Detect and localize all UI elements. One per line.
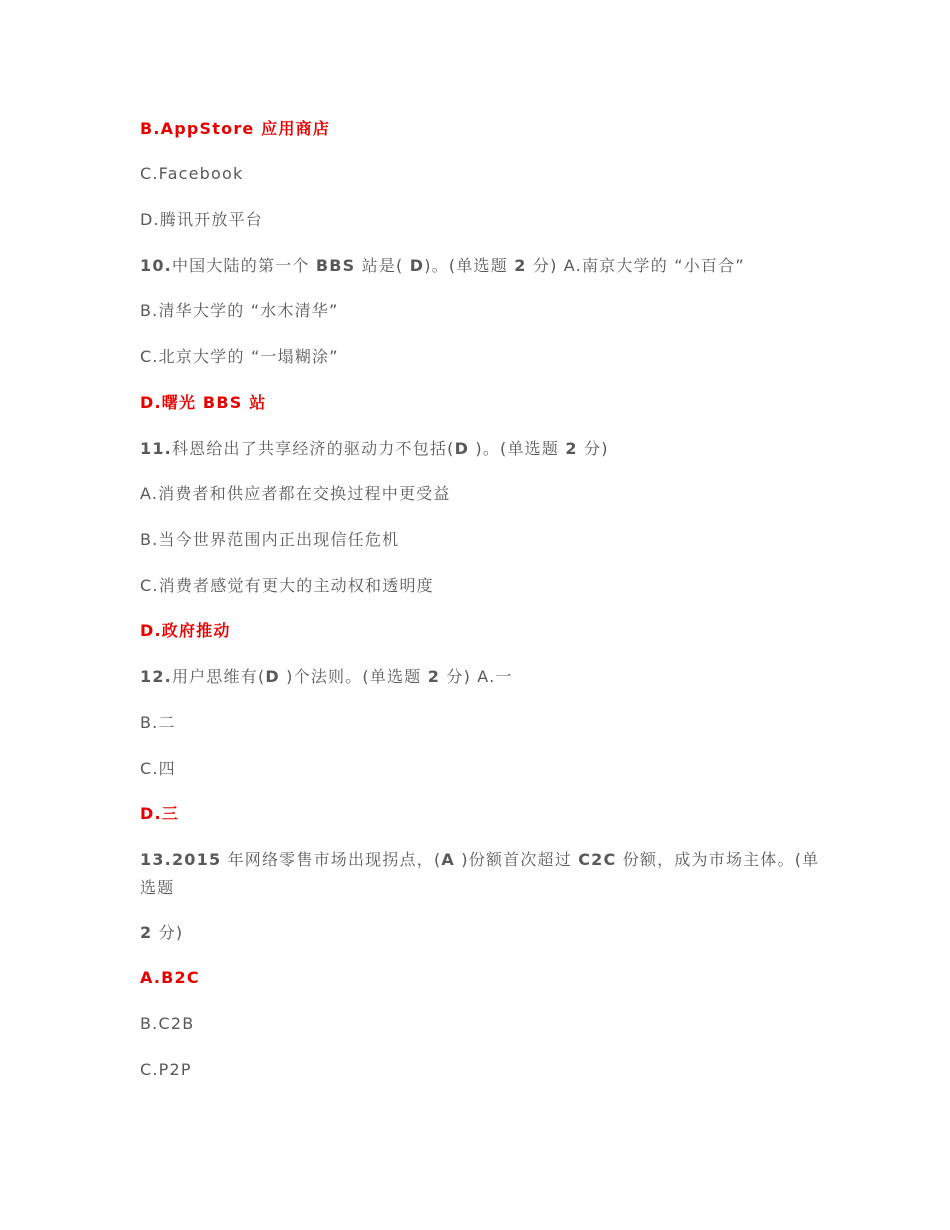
- score-value: 2: [140, 923, 153, 942]
- score-value: 2: [514, 256, 527, 275]
- question-13: [140, 846, 820, 902]
- question-number: 10.: [140, 256, 172, 275]
- answer-key: D: [265, 667, 280, 686]
- question-text: 分) A.一: [440, 667, 513, 686]
- answer-10d: D.曙光 BBS 站: [140, 393, 267, 412]
- option-13b: B.C2B: [140, 1014, 195, 1033]
- question-text: 年网络零售市场出现拐点，(: [221, 850, 442, 869]
- score-value: 2: [427, 667, 441, 686]
- option-10c: C.北京大学的 “一塌糊涂”: [140, 347, 339, 366]
- question-text: )个法则。(单选题: [279, 667, 428, 686]
- answer-12d: D.三: [140, 804, 179, 823]
- option-9d: D.腾讯开放平台: [140, 210, 264, 229]
- answer-9b: B.AppStore 应用商店: [140, 119, 331, 138]
- question-text: 科恩给出了共享经济的驱动力不包括(: [171, 439, 455, 458]
- option-12b: B.二: [140, 713, 176, 732]
- option-9c: C.Facebook: [140, 164, 244, 183]
- answer-key: D: [409, 256, 425, 275]
- question-number: 12.: [140, 667, 172, 686]
- question-12: [140, 663, 830, 691]
- question-text: 分): [577, 439, 609, 458]
- option-13c: C.P2P: [140, 1060, 192, 1079]
- option-11c: C.消费者感觉有更大的主动权和透明度: [140, 576, 434, 595]
- option-10b: B.清华大学的 “水木清华”: [140, 301, 339, 320]
- answer-key: D: [454, 439, 470, 458]
- score-value: 2: [565, 439, 578, 458]
- question-11: [140, 435, 830, 463]
- option-11b: B.当今世界范围内正出现信任危机: [140, 530, 400, 549]
- question-number: 13.2015: [140, 850, 222, 869]
- question-text: 站是(: [355, 256, 410, 275]
- question-text: 用户思维有(: [171, 667, 266, 686]
- option-11a: A.消费者和供应者都在交换过程中更受益: [140, 484, 451, 503]
- question-text: 份额，成为市场主体。(单选题: [140, 850, 820, 897]
- question-text: 分) A.南京大学的 “小百合”: [526, 256, 745, 275]
- question-term: BBS: [315, 256, 356, 275]
- answer-key: A: [441, 850, 456, 869]
- question-text: 中国大陆的第一个: [171, 256, 316, 275]
- question-number: 11.: [140, 439, 172, 458]
- question-13-score: [140, 919, 830, 947]
- option-12c: C.四: [140, 759, 176, 778]
- answer-13a: A.B2C: [140, 968, 200, 987]
- question-text: )。(单选题: [469, 439, 566, 458]
- answer-11d: D.政府推动: [140, 621, 231, 640]
- question-text: )份额首次超过: [455, 850, 579, 869]
- question-term: C2C: [578, 850, 617, 869]
- question-10: [140, 252, 830, 280]
- question-text: 分): [152, 923, 184, 942]
- question-text: )。(单选题: [424, 256, 515, 275]
